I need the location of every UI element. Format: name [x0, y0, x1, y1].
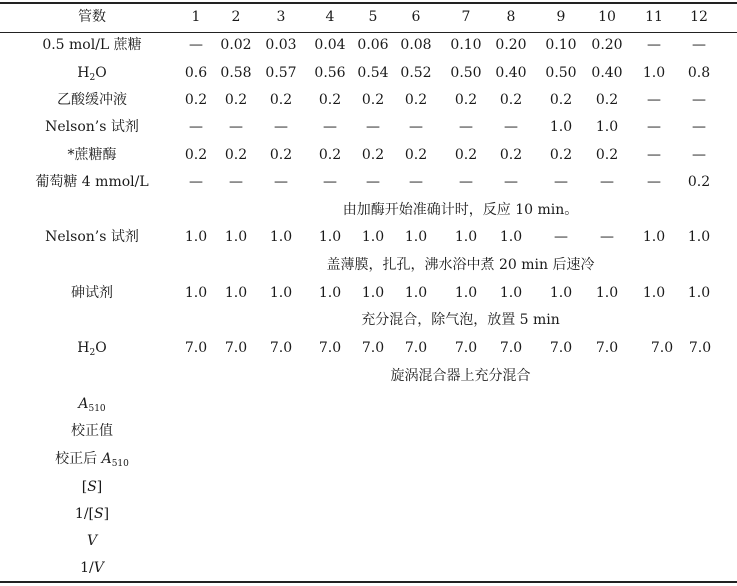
- table-cell: 7.0: [650, 340, 674, 356]
- table-cell: 1.0: [454, 229, 478, 245]
- table-cell: —: [504, 119, 518, 135]
- table-row: [0, 335, 737, 362]
- header-col-10: 10: [598, 9, 616, 25]
- table-cell: —: [504, 174, 518, 190]
- table-cell: 7.0: [269, 340, 293, 356]
- table-cell: —: [600, 229, 614, 245]
- table-cell: 1.0: [687, 285, 711, 301]
- table-row: [0, 418, 737, 445]
- table-row: [0, 391, 737, 418]
- table-cell: 0.04: [314, 37, 346, 53]
- table-cell: 1.0: [549, 285, 573, 301]
- table-cell: 1.0: [499, 285, 523, 301]
- table-cell: 0.52: [400, 65, 432, 81]
- row-label: *蔗糖酶: [67, 147, 117, 163]
- header-col-8: 8: [506, 9, 516, 25]
- row-label: 校正值: [71, 423, 113, 439]
- table-row: [0, 60, 737, 87]
- table-cell: 1.0: [318, 229, 342, 245]
- table-cell: 7.0: [688, 340, 712, 356]
- row-label: 1/[S]: [74, 506, 110, 522]
- header-col-1: 1: [191, 9, 201, 25]
- table-cell: 7.0: [499, 340, 523, 356]
- table-cell: 0.58: [220, 65, 252, 81]
- table-cell: 1.0: [642, 65, 666, 81]
- table-cell: 1.0: [687, 229, 711, 245]
- table-cell: —: [323, 174, 337, 190]
- row-label: V: [86, 533, 98, 549]
- table-row: [0, 114, 737, 141]
- row-label: 葡萄糖 4 mmol/L: [35, 174, 149, 190]
- table-row: [0, 474, 737, 501]
- procedure-note: 由加酶开始准确计时，反应 10 min。: [342, 202, 579, 218]
- row-label: [S]: [81, 479, 103, 495]
- table-cell: 1.0: [184, 229, 208, 245]
- table-cell: 1.0: [404, 285, 428, 301]
- table-cell: —: [323, 119, 337, 135]
- table-cell: —: [647, 92, 661, 108]
- procedure-note: 盖薄膜，扎孔，沸水浴中煮 20 min 后速冷: [326, 257, 595, 273]
- table-cell: —: [189, 37, 203, 53]
- table-cell: 0.8: [687, 65, 711, 81]
- table-cell: —: [692, 92, 706, 108]
- table-row: [0, 224, 737, 251]
- table-cell: 0.20: [591, 37, 623, 53]
- table-cell: 1.0: [184, 285, 208, 301]
- table-cell: —: [554, 174, 568, 190]
- table-cell: —: [647, 147, 661, 163]
- table-cell: 1.0: [361, 285, 385, 301]
- table-cell: 1.0: [595, 285, 619, 301]
- table-cell: —: [366, 174, 380, 190]
- table-cell: 1.0: [642, 229, 666, 245]
- table-cell: 0.54: [357, 65, 389, 81]
- table-cell: 0.06: [357, 37, 389, 53]
- table-cell: 7.0: [404, 340, 428, 356]
- table-cell: —: [600, 174, 614, 190]
- procedure-note-row: [0, 363, 737, 390]
- table-row: [0, 280, 737, 307]
- table-cell: 0.20: [495, 37, 527, 53]
- table-row: [0, 555, 737, 582]
- table-row: [0, 446, 737, 473]
- table-cell: 0.03: [265, 37, 297, 53]
- table-cell: 0.2: [269, 147, 293, 163]
- table-cell: —: [647, 174, 661, 190]
- header-col-2: 2: [231, 9, 241, 25]
- table-row: [0, 142, 737, 169]
- table-cell: 1.0: [224, 285, 248, 301]
- header-col-12: 12: [690, 9, 708, 25]
- table-cell: 0.56: [314, 65, 346, 81]
- table-cell: —: [647, 119, 661, 135]
- header-col-9: 9: [556, 9, 566, 25]
- table-cell: 0.2: [184, 92, 208, 108]
- table-row: [0, 87, 737, 114]
- table-cell: —: [229, 174, 243, 190]
- table-cell: 1.0: [269, 285, 293, 301]
- table-cell: 1.0: [549, 119, 573, 135]
- header-col-11: 11: [645, 9, 663, 25]
- table-cell: 0.2: [269, 92, 293, 108]
- header-row: [0, 4, 737, 31]
- table-cell: 0.2: [499, 147, 523, 163]
- table-cell: 1.0: [595, 119, 619, 135]
- procedure-note-row: [0, 252, 737, 279]
- procedure-note: 旋涡混合器上充分混合: [390, 368, 531, 384]
- table-cell: 0.2: [318, 92, 342, 108]
- table-cell: 7.0: [454, 340, 478, 356]
- table-cell: 1.0: [404, 229, 428, 245]
- header-col-7: 7: [461, 9, 471, 25]
- table-cell: 0.2: [549, 92, 573, 108]
- table-cell: 7.0: [224, 340, 248, 356]
- table-cell: 0.2: [404, 92, 428, 108]
- table-cell: —: [409, 119, 423, 135]
- procedure-note: 充分混合，除气泡，放置 5 min: [361, 312, 560, 328]
- table-cell: 0.50: [545, 65, 577, 81]
- row-label: 乙酸缓冲液: [57, 92, 127, 108]
- table-cell: —: [366, 119, 380, 135]
- table-cell: 0.10: [545, 37, 577, 53]
- table-cell: 0.2: [318, 147, 342, 163]
- row-label: 校正后 $A_{510}$: [55, 451, 129, 469]
- table-cell: 7.0: [318, 340, 342, 356]
- procedure-note-row: [0, 307, 737, 334]
- row-label: $H_2O$: [77, 340, 107, 358]
- table-cell: 0.2: [499, 92, 523, 108]
- row-label: 1/V: [80, 560, 104, 576]
- table-cell: —: [459, 174, 473, 190]
- header-col-6: 6: [411, 9, 421, 25]
- table-cell: 0.50: [450, 65, 482, 81]
- table-cell: 0.6: [184, 65, 208, 81]
- procedure-note-row: [0, 197, 737, 224]
- row-label: Nelson’s 试剂: [45, 119, 139, 135]
- table-cell: 0.2: [595, 147, 619, 163]
- table-cell: 0.2: [549, 147, 573, 163]
- table-cell: —: [409, 174, 423, 190]
- header-col-5: 5: [368, 9, 378, 25]
- table-cell: 0.2: [454, 147, 478, 163]
- header-col-4: 4: [325, 9, 335, 25]
- table-cell: 0.2: [224, 92, 248, 108]
- header-label: 管数: [78, 9, 106, 25]
- table-row: [0, 528, 737, 555]
- table-cell: —: [189, 119, 203, 135]
- table-cell: —: [692, 119, 706, 135]
- table-cell: 0.2: [361, 147, 385, 163]
- row-label: $A_{510}$: [78, 396, 106, 414]
- row-label: 砷试剂: [71, 285, 113, 301]
- table-cell: 1.0: [269, 229, 293, 245]
- table-cell: 1.0: [318, 285, 342, 301]
- table-cell: 0.02: [220, 37, 252, 53]
- table-row: [0, 32, 737, 59]
- table-cell: —: [229, 119, 243, 135]
- table-cell: 1.0: [361, 229, 385, 245]
- table-cell: —: [189, 174, 203, 190]
- row-label: 0.5 mol/L 蔗糖: [42, 37, 142, 53]
- table-cell: 7.0: [184, 340, 208, 356]
- table-cell: 0.2: [184, 147, 208, 163]
- table-cell: 0.2: [687, 174, 711, 190]
- table-cell: 7.0: [549, 340, 573, 356]
- table-cell: —: [692, 147, 706, 163]
- table-cell: 0.2: [404, 147, 428, 163]
- table-cell: —: [692, 37, 706, 53]
- table-cell: 0.2: [224, 147, 248, 163]
- row-label: Nelson’s 试剂: [45, 229, 139, 245]
- table-cell: 1.0: [642, 285, 666, 301]
- table-cell: 0.40: [591, 65, 623, 81]
- table-cell: —: [274, 119, 288, 135]
- table-cell: 0.40: [495, 65, 527, 81]
- table-cell: 7.0: [595, 340, 619, 356]
- table-cell: 0.57: [265, 65, 297, 81]
- header-col-3: 3: [276, 9, 286, 25]
- table-cell: 0.2: [454, 92, 478, 108]
- table-cell: 0.2: [595, 92, 619, 108]
- table-cell: —: [459, 119, 473, 135]
- table-cell: 0.08: [400, 37, 432, 53]
- table-cell: 7.0: [361, 340, 385, 356]
- row-label: $H_2O$: [77, 65, 107, 83]
- table-row: [0, 501, 737, 528]
- table-cell: 0.2: [361, 92, 385, 108]
- table-cell: —: [554, 229, 568, 245]
- table-cell: 1.0: [454, 285, 478, 301]
- table-cell: 0.10: [450, 37, 482, 53]
- table-row: [0, 169, 737, 196]
- table-cell: —: [647, 37, 661, 53]
- table-cell: —: [274, 174, 288, 190]
- table-cell: 1.0: [499, 229, 523, 245]
- table-cell: 1.0: [224, 229, 248, 245]
